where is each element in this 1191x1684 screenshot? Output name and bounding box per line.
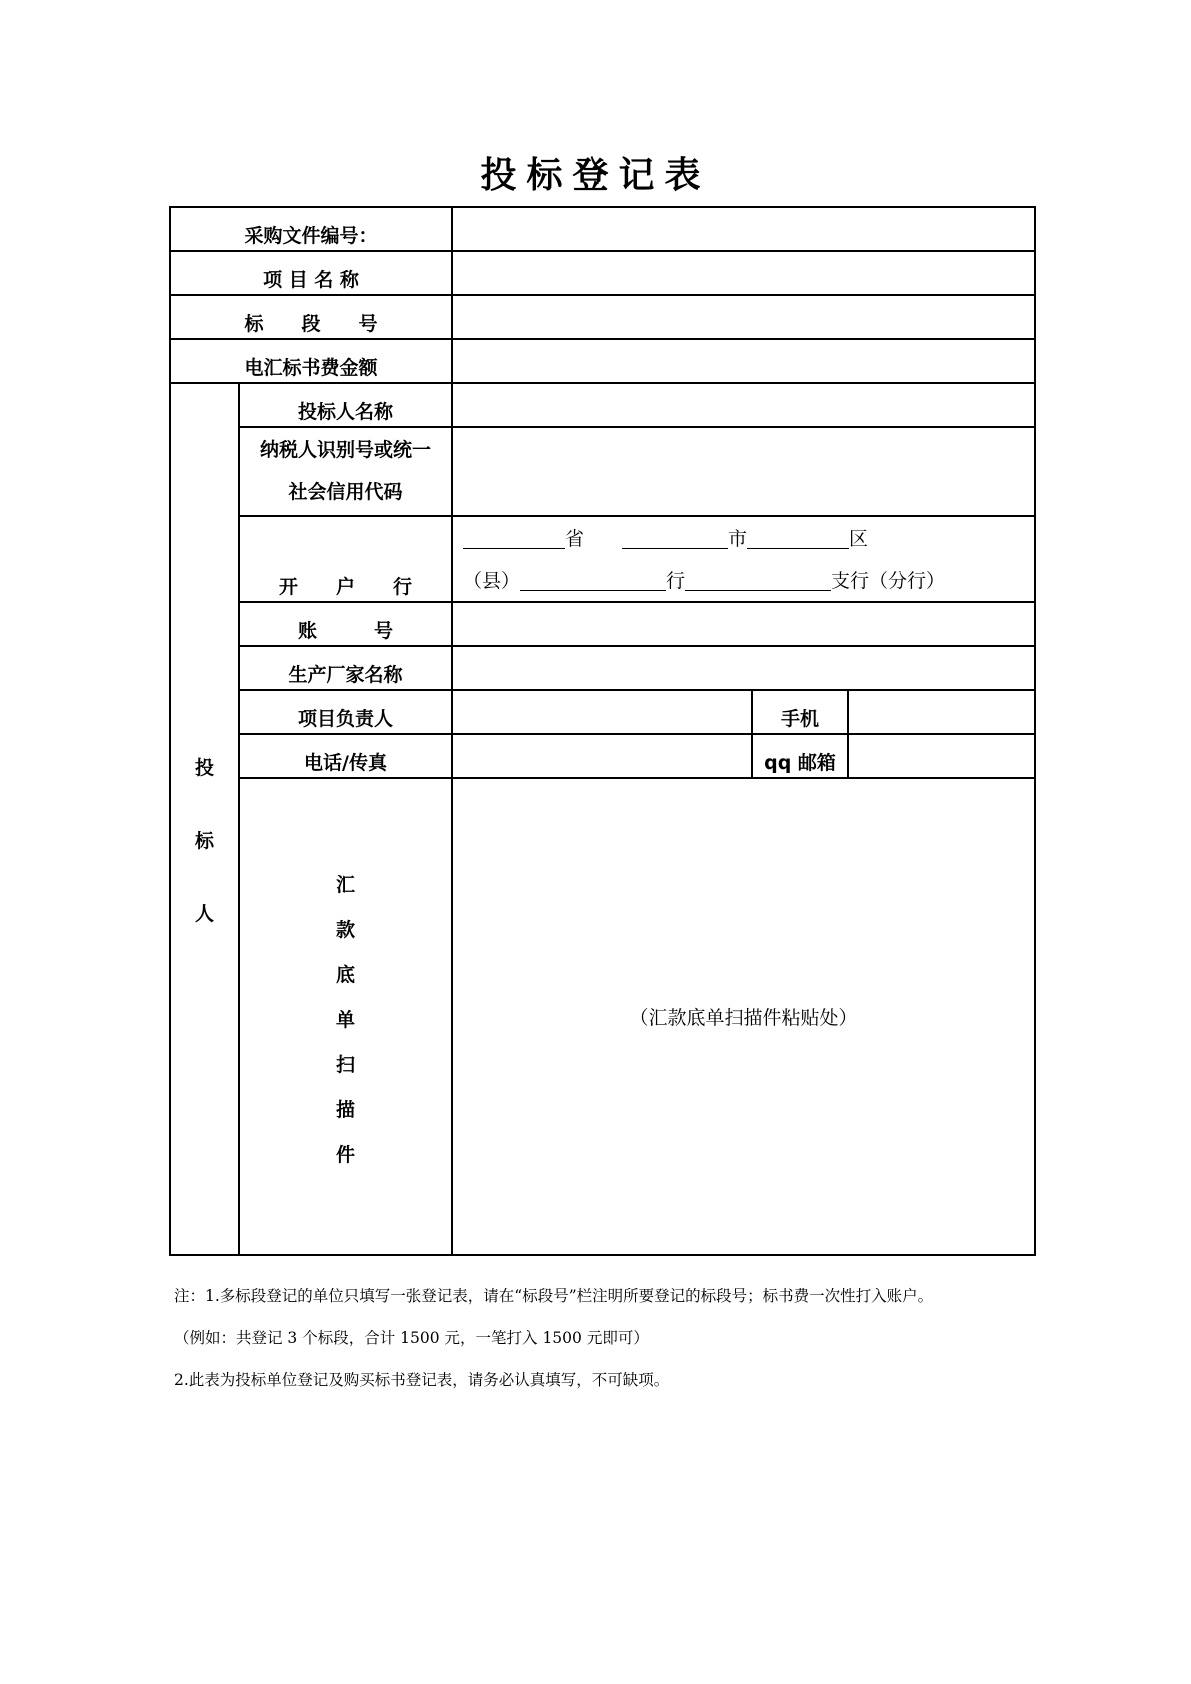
remittance-side-char: 描: [336, 1099, 356, 1121]
county-text: （县）: [463, 570, 521, 593]
remittance-side-char: 件: [336, 1144, 356, 1166]
tax-id-label-line1: 纳税人识别号或统一: [260, 438, 432, 461]
wire-fee-label: 电汇标书费金额: [170, 339, 452, 383]
project-manager-field[interactable]: [452, 690, 752, 734]
city-blank[interactable]: [622, 526, 728, 549]
account-field[interactable]: [452, 602, 1035, 646]
note-line: 2.此表为投标单位登记及购买标书登记表，请务必认真填写，不可缺项。: [174, 1371, 670, 1389]
qq-email-label: qq 邮箱: [752, 734, 848, 778]
manufacturer-label: 生产厂家名称: [239, 646, 452, 690]
bidder-side-char: 人: [194, 902, 214, 925]
tax-id-label-line2: 社会信用代码: [288, 480, 403, 503]
bank-branch-text: 行: [666, 570, 686, 593]
registration-form: [169, 206, 1036, 1256]
lot-number-label: 标 段 号: [170, 295, 452, 339]
file-number-field[interactable]: [452, 207, 1035, 251]
bidder-side-char: 标: [194, 829, 214, 852]
phone-fax-field[interactable]: [452, 734, 752, 778]
remittance-paste-area[interactable]: [452, 778, 1035, 1255]
city-text: 市: [728, 528, 748, 551]
remittance-side-char: 底: [336, 964, 356, 986]
remittance-side-char: 扫: [336, 1054, 356, 1076]
lot-number-field[interactable]: [452, 295, 1035, 339]
bank-name-blank[interactable]: [520, 568, 666, 591]
project-manager-label: 项目负责人: [239, 690, 452, 734]
bidder-name-field[interactable]: [452, 383, 1035, 427]
phone-fax-label: 电话/传真: [239, 734, 452, 778]
mobile-field[interactable]: [848, 690, 1035, 734]
remittance-side-char: 款: [336, 919, 356, 941]
bidder-name-label: 投标人名称: [239, 383, 452, 427]
district-text: 区: [849, 528, 869, 551]
wire-fee-field[interactable]: [452, 339, 1035, 383]
manufacturer-field[interactable]: [452, 646, 1035, 690]
notes: [174, 1275, 1074, 1401]
subbranch-blank[interactable]: [685, 568, 831, 591]
tax-id-label: [239, 427, 452, 515]
remittance-side-char: 汇: [336, 874, 356, 896]
file-number-label: 采购文件编号：: [170, 207, 452, 251]
project-name-field[interactable]: [452, 251, 1035, 295]
qq-email-field[interactable]: [848, 734, 1035, 778]
note-line: 注：1.多标段登记的单位只填写一张登记表，请在“标段号”栏注明所要登记的标段号；标书费一次性打入账户。: [174, 1287, 934, 1305]
bank-line-1: [463, 517, 1034, 559]
bidder-side-char: 投: [194, 756, 214, 779]
mobile-label: 手机: [752, 690, 848, 734]
province-text: 省: [565, 528, 585, 551]
subbranch-text: 支行（分行）: [831, 570, 946, 593]
remittance-side-char: 单: [336, 1009, 356, 1031]
bank-label: 开 户 行: [239, 516, 452, 602]
bank-line-2: [463, 559, 1034, 601]
project-name-label: 项 目 名 称: [170, 251, 452, 295]
bidder-section-label: [170, 383, 239, 1255]
province-blank[interactable]: [463, 526, 565, 549]
paste-hint: （汇款底单扫描件粘贴处）: [629, 1007, 858, 1029]
note-line: （例如：共登记 3 个标段，合计 1500 元，一笔打入 1500 元即可）: [174, 1329, 649, 1347]
tax-id-field[interactable]: [452, 427, 1035, 515]
district-blank[interactable]: [747, 526, 849, 549]
bank-field[interactable]: [452, 516, 1035, 602]
page-title: 投标登记表: [480, 154, 711, 196]
account-label: 账 号: [239, 602, 452, 646]
remittance-section-label: [239, 778, 452, 1255]
